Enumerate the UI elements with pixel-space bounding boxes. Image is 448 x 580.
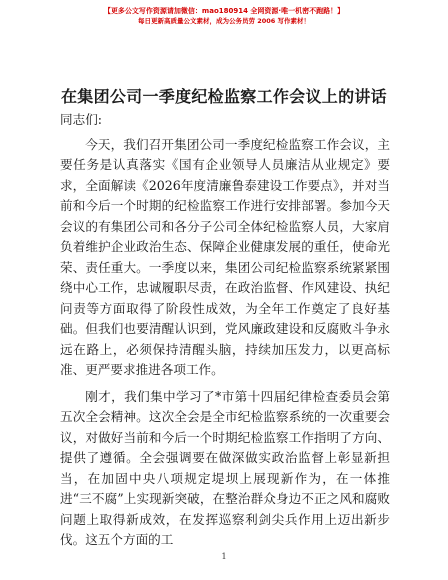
paragraph-2: 刚才，我们集中学习了*市第十四届纪律检查委员会第五次全会精神。这次全会是全市纪检监察系统的一次重要会议，对做好当前和今后一个时期纪检监察工作指明了方向、提供了遵循。全会强调要在做深做实政治监督上彰显新担当，在加固中央八项规定堤坝上展现新作为，在一体推进“三不腐”上实现新突破，在整治群众身边不正之风和腐败问题上取得新成效，在发挥巡察利剑尖兵作用上迈出新步伐。这五个方面的工 bbox=[60, 388, 390, 547]
document-title: 在集团公司一季度纪检监察工作会议上的讲话 bbox=[60, 87, 387, 106]
banner-line-1: 【更多公文写作资源请加微信：mao180914 全网资源·唯一机密不跑路！】 bbox=[103, 7, 345, 15]
salutation: 同志们: bbox=[60, 112, 103, 127]
banner-line-2: 每日更新高质量公文素材，成为公务员劳 2006 写作素材！ bbox=[137, 17, 311, 25]
header-banner bbox=[0, 6, 448, 26]
page-number: 1 bbox=[221, 552, 227, 561]
document-body bbox=[60, 110, 390, 551]
paragraph-1: 今天，我们召开集团公司一季度纪检监察工作会议，主要任务是认真落实《国有企业领导人员廉洁从业规定》要求，全面解读《2026年度清廉鲁泰建设工作要点》，并对当前和今后一个时期的纪检监察工作进行安排部署。参加今天会议的有集团公司和各分子公司全体纪检监察人员，大家肩负着维护企业政治生态、保障企业健康发展的重任，使命光荣、责任重大。一季度以来，集团公司纪检监察系统紧紧围绕中心工作，忠诚履职尽责，在政治监督、作风建设、执纪问责等方面取得了阶段性成效，为全年工作奠定了良好基础。但我们也要清醒认识到，党风廉政建设和反腐败斗争永远在路上，必须保持清醒头脑，持续加压发力，以更高标准、更严要求推进各项工作。 bbox=[60, 136, 390, 377]
